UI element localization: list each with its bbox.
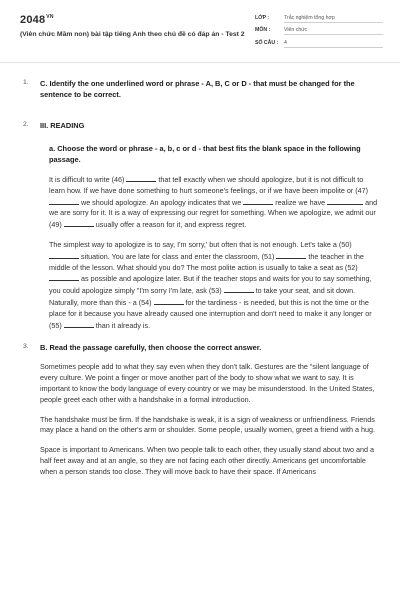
passage-text: we should apologize. An apology indicates that we — [79, 197, 244, 207]
document-title: (Viên chức Mầm non) bài tập tiếng Anh theo chủ đề có đáp án - Test 2 — [20, 31, 245, 38]
meta-value: Trắc nghiệm tổng hợp — [284, 14, 383, 23]
answer-blank — [64, 320, 94, 328]
question-3 — [20, 342, 382, 477]
passage-paragraph-3: Space is important to Americans. When two people talk to each other, they usually stand about two and a half feet away and at an angle, so they are not facing each other directly. Americans get uncomfortable when a person stands too close. They will move back to have their space. If Americans — [40, 445, 375, 476]
passage-text: and we are sorry for it. It is a way of expressing our regret for something. When we apologize, we admit our (49) — [49, 197, 378, 230]
meta-label: SỐ CÂU : — [255, 39, 279, 46]
meta-row-class — [255, 14, 383, 23]
question-title: C. Identify the one underlined word or phrase - A, B, C or D - that must be changed for the sentence to be correct. — [40, 79, 355, 99]
answer-blank — [126, 174, 156, 182]
answer-blank — [64, 219, 94, 227]
passage-text: as possible and apologize later. But if the teacher stops and waits for you to say something, you could apologize simply "I'm sorry I'm late, ask (53) — [49, 274, 372, 296]
meta-value: 4 — [284, 39, 383, 48]
passage-paragraph-1 — [49, 174, 378, 231]
passage-text: to take your seat, and sit down. Naturally, more than this - a (54) — [49, 286, 356, 307]
logo-text: 2048 — [20, 14, 46, 26]
passage-text: than it already is. — [93, 320, 151, 330]
question-number: 2. — [23, 121, 29, 128]
meta-row-count — [255, 39, 383, 48]
page-header — [0, 0, 400, 63]
passage-paragraph-2 — [49, 240, 378, 331]
question-title: B. Read the passage carefully, then choose the correct answer. — [40, 343, 262, 353]
site-logo[interactable] — [20, 14, 54, 26]
passage-text: for the tardiness - is needed, but this is not the time or the place for it because you have already caused one interruption and don't need to make it any longer or (55) — [49, 297, 372, 330]
question-number: 1. — [23, 79, 29, 86]
answer-blank — [49, 273, 79, 281]
answer-blank — [49, 251, 79, 259]
answer-blank — [276, 251, 306, 259]
passage-text: that tell exactly when we should apologize, but it is not difficult to learn how. If we have done something to hurt someone's feelings, or if we have been impolite or (47) — [49, 175, 369, 195]
question-list — [20, 78, 382, 478]
passage-paragraph-2: The handshake must be firm. If the handshake is weak, it is a sign of weakness or unfriendliness. Friends may place a hand on the other's arm or shoulder. Some people, usually women, greet a friend with a hug. — [40, 414, 375, 435]
answer-blank — [243, 197, 273, 205]
meta-info — [255, 14, 383, 51]
section-heading: III. READING — [40, 121, 85, 130]
answer-blank — [49, 197, 79, 205]
question-2 — [20, 120, 382, 331]
passage-text: the teacher in the middle of the lesson. What should you do? The most polite action is usually to take a seat as (52) — [49, 251, 364, 272]
answer-blank — [224, 285, 254, 293]
meta-label: LỚP : — [255, 15, 270, 21]
passage-text: usually offer a reason for it, and express regret. — [95, 220, 247, 230]
passage-paragraph-1: Sometimes people add to what they say even when they don't talk. Gestures are the "silent language of every culture. We point a finger or move another part of the body to show what we want to say. It is important to know the body language of every country or we may be misunderstood. In the United States, people greet each other with a handshake in a formal introduction. — [40, 362, 375, 404]
question-1 — [20, 78, 382, 100]
passage-text: situation. You are late for class and enter the classroom, (51) — [79, 251, 277, 261]
answer-blank — [327, 197, 363, 205]
question-number: 3. — [23, 343, 29, 351]
meta-value: Viên chức — [284, 26, 383, 35]
passage-text: realize we have — [273, 197, 328, 207]
passage-text: It is difficult to write (46) — [49, 175, 127, 184]
passage-text: The simplest way to apologize is to say, I'm sorry,' but often that is not enough. Let's take a (50) — [49, 239, 352, 249]
question-instruction: a. Choose the word or phrase - a, b, c or d - that best fits the blank space in the following passage. — [49, 144, 361, 164]
meta-label: MÔN : — [255, 27, 271, 34]
answer-blank — [154, 297, 184, 305]
logo-suffix: VN — [46, 14, 54, 21]
meta-row-subject — [255, 26, 383, 35]
